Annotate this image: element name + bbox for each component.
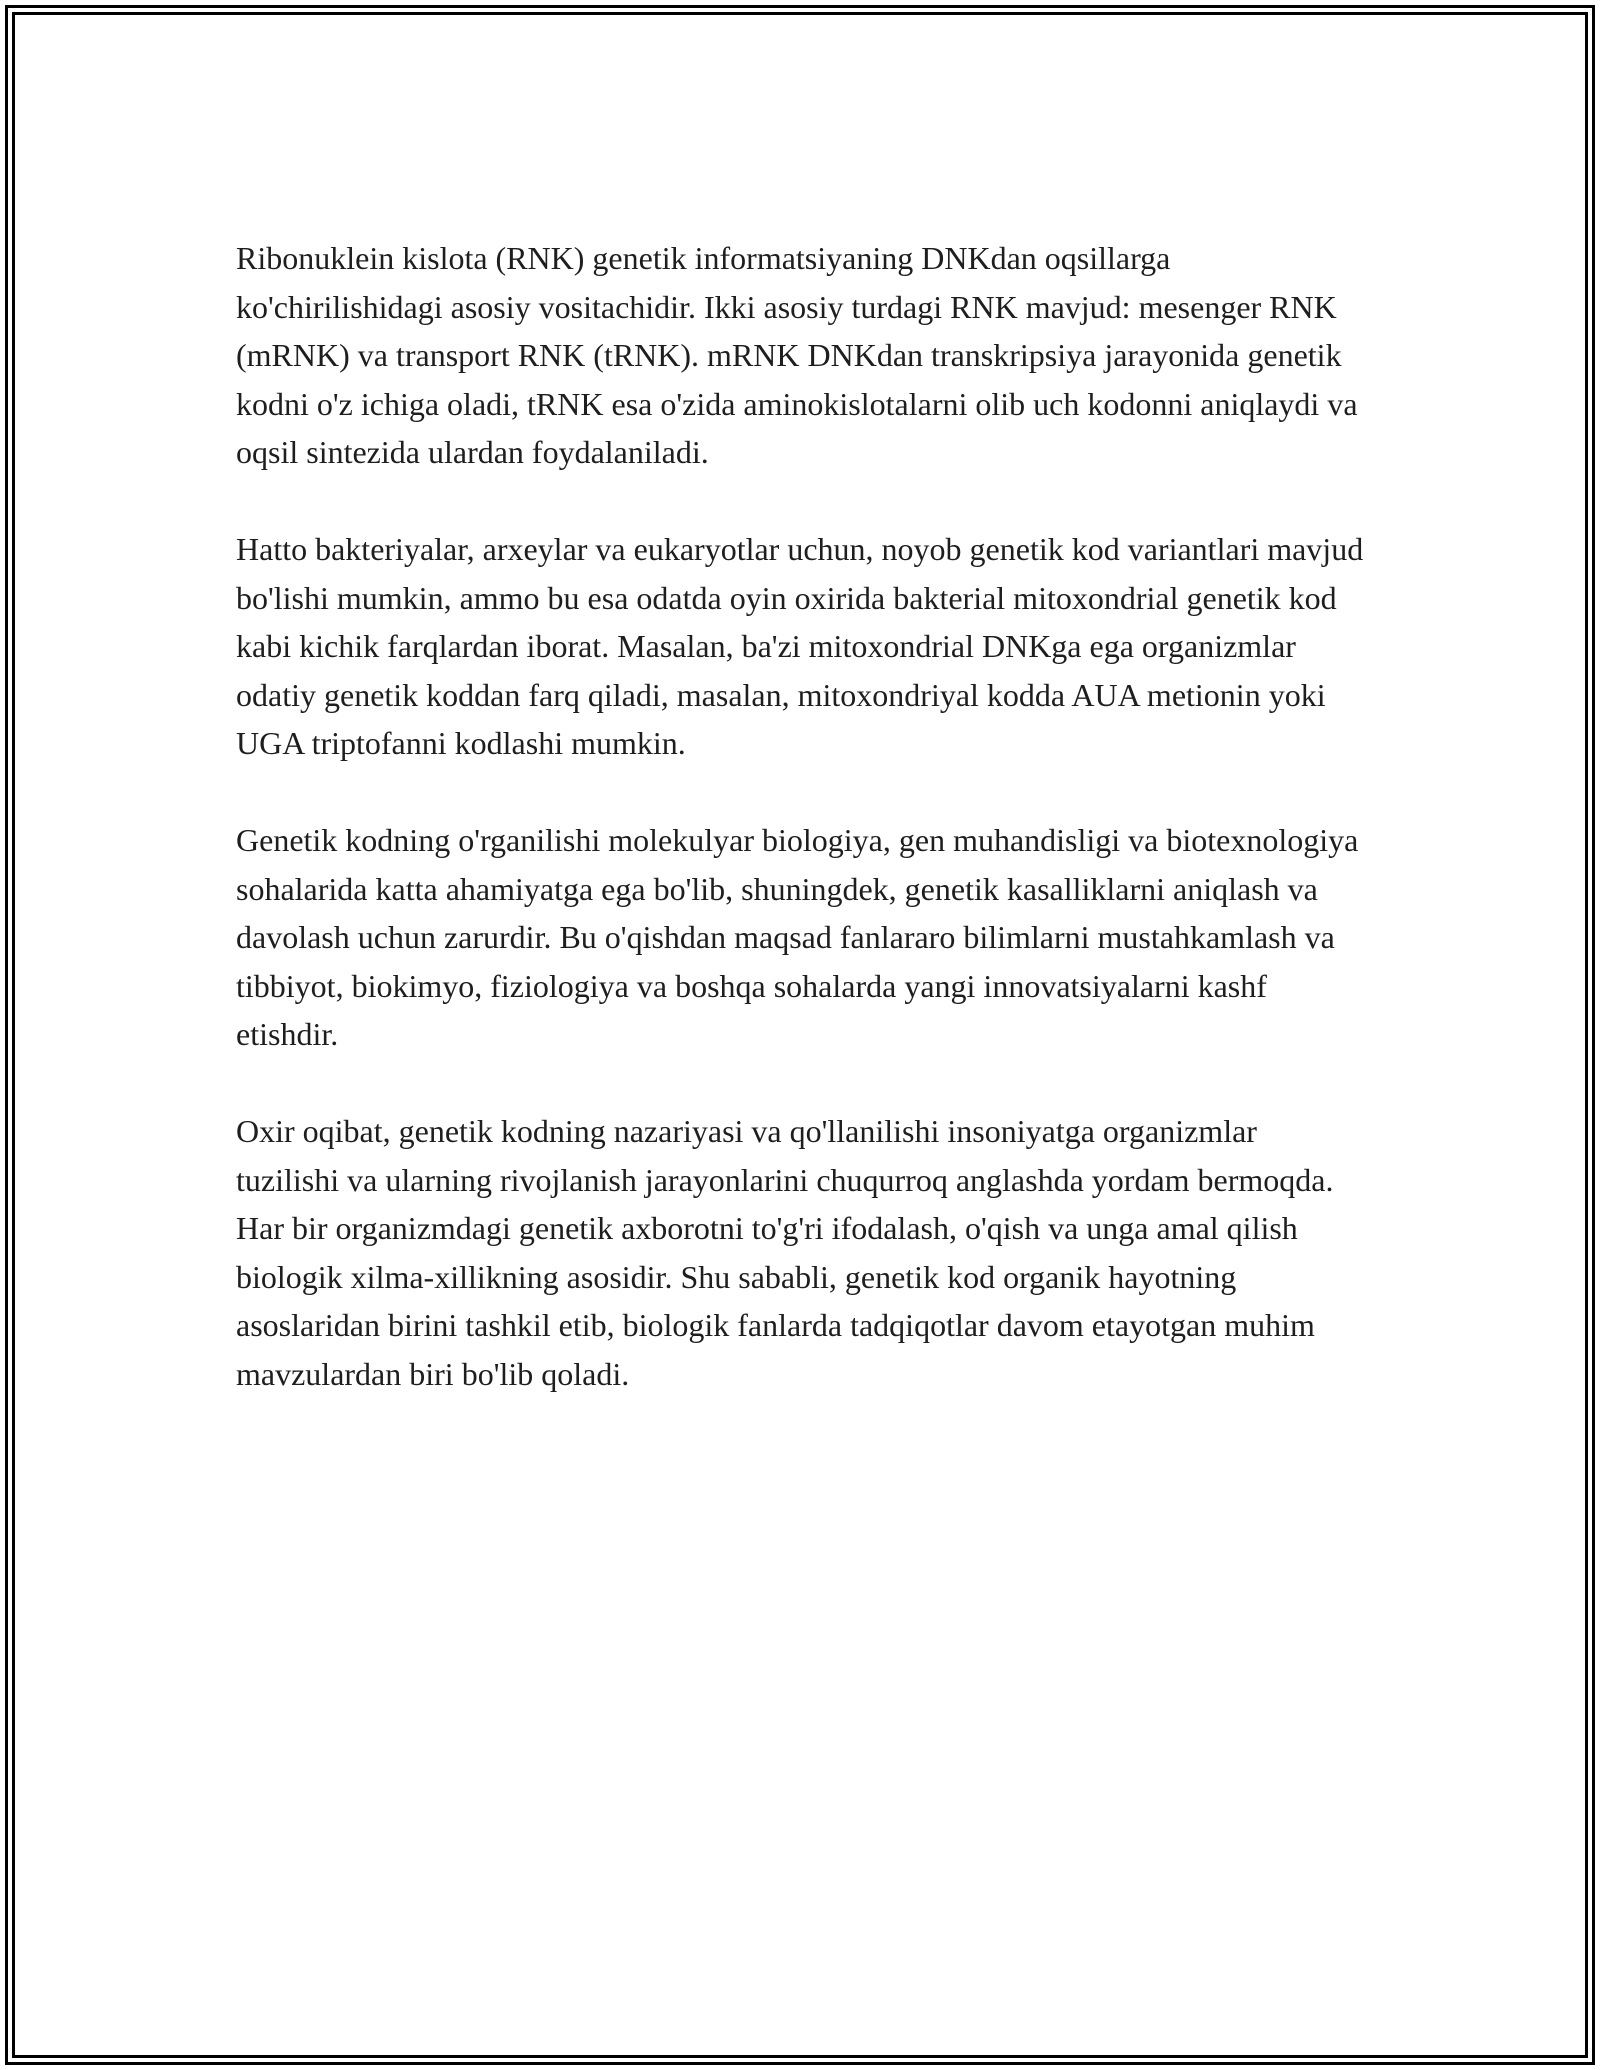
paragraph-significance: Genetik kodning o'rganilishi molekulyar biologiya, gen muhandisligi va biotexnologiya sohalarida katta ahamiyatga ega bo'lib, shuningdek, genetik kasalliklarni aniqlash va davolash uchun zarurdir. Bu o'qishdan maqsad fanlararo bilimlarni mustahkamlash va tibbiyot, biokimyo, fiziologiya va boshqa sohalarda yangi innovatsiyalarni kashf etishdir. — [236, 822, 1359, 1052]
paragraph-code-variants: Hatto bakteriyalar, arxeylar va eukaryotlar uchun, noyob genetik kod variantlari mavjud bo'lishi mumkin, ammo bu esa odatda oyin oxirida bakterial mitoxondrial genetik kod kabi kichik farqlardan iborat. Masalan, ba'zi mitoxondrial DNKga ega organizmlar odatiy genetik koddan farq qiladi, masalan, mitoxondriyal kodda AUA metionin yoki UGA triptofanni kodlashi mumkin. — [236, 531, 1364, 761]
paragraph-rna-intro: Ribonuklein kislota (RNK) genetik informatsiyaning DNKdan oqsillarga ko'chirilishidagi asosiy vositachidir. Ikki asosiy turdagi RNK mavjud: mesenger RNK (mRNK) va transport RNK (tRNK). mRNK DNKdan transkripsiya jarayonida genetik kodni o'z ichiga oladi, tRNK esa o'zida aminokislotalarni olib uch kodonni aniqlaydi va oqsil sintezida ulardan foydalaniladi. — [236, 240, 1358, 470]
paragraph-conclusion: Oxir oqibat, genetik kodning nazariyasi va qo'llanilishi insoniyatga organizmlar tuzilishi va ularning rivojlanish jarayonlarini chuqurroq anglashda yordam bermoqda. Har bir organizmdagi genetik axborotni to'g'ri ifodalash, o'qish va unga amal qilish biologik xilma-xillikning asosidir. Shu sababli, genetik kod organik hayotning asoslaridan birini tashkil etib, biologik fanlarda tadqiqotlar davom etayotgan muhim mavzulardan biri bo'lib qoladi. — [236, 1113, 1334, 1392]
document-body — [236, 234, 1366, 1447]
